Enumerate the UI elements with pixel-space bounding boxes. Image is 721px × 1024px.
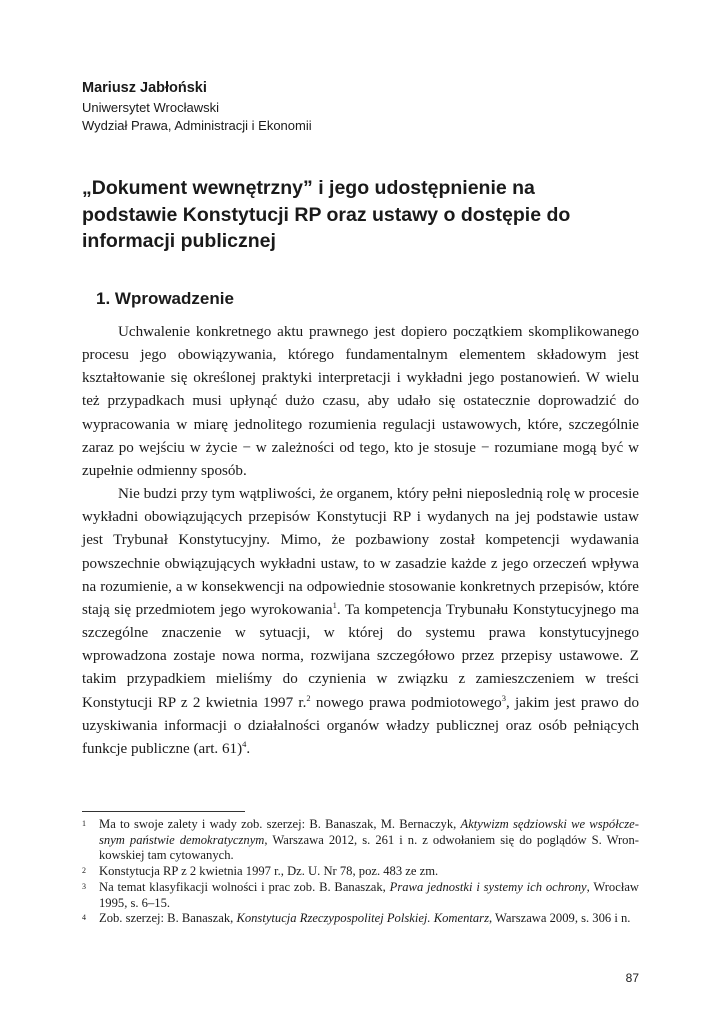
body-paragraph-2-part-2: . Ta kompetencja Trybunału Konstytucyjnego ma szczególne znaczenie w sytuacji, w której do systemu prawa konstytucyjnego wprowadzona zostaje nowa norma, rozwijana szczegółowo przez przepisy ustawowe. Z takim przypadkiem mieliśmy do czynienia w związku z zamieszczeniem w treści Konstytucji RP z 2 kwietnia 1997 r. — [82, 601, 640, 711]
footnote-text-part: Konstytucja RP z 2 kwietnia 1997 r., Dz. U. Nr 78, poz. 483 ze zm. — [99, 864, 439, 879]
footnote-cited-title: Konstytucja Rzeczypospolitej Polskiej. Komentarz — [236, 911, 489, 926]
footnotes — [82, 817, 639, 927]
body-paragraph-2-part-3: nowego prawa podmiotowego — [310, 694, 502, 711]
footnote-1 — [82, 817, 639, 864]
section-heading: 1. Wprowadzenie — [96, 289, 234, 308]
body-paragraph-2-part-4: , jakim jest prawo do uzyskiwania informacji o działalności organów władzy publicznej oraz osób pełniących funkcje publiczne (art. 61) — [82, 694, 639, 757]
footnote-ref-3[interactable]: 3 — [501, 692, 506, 703]
footnote-text-part: , Wrocław 1995, s. 6–15. — [99, 879, 640, 910]
footnote-3 — [82, 880, 639, 911]
footnote-text — [99, 880, 639, 911]
footnote-separator — [82, 811, 245, 812]
body-paragraph-2-part-5: . — [246, 740, 251, 757]
footnote-number: 1 — [82, 819, 86, 828]
footnote-cited-title: Prawa jednostki i systemy ich ochrony — [389, 879, 587, 894]
footnote-text — [99, 864, 639, 880]
footnote-text-part: , Warszawa 2009, s. 306 i n. — [488, 911, 631, 926]
author-affiliation-university: Uniwersytet Wrocławski — [82, 100, 220, 115]
body-paragraph-2 — [82, 483, 639, 761]
footnote-text-part: Zob. szerzej: B. Banaszak, — [99, 911, 237, 926]
body-text — [82, 321, 639, 761]
body-paragraph-1: Uchwalenie konkretnego aktu prawnego jest dopiero początkiem skomplikowanego procesu jego obowiązywania, którego fundamentalnym elementem składowym jest kształtowanie się określonej praktyki interpretacji i wykładni jego postanowień. W wielu też przypadkach musi upłynąć dużo czasu, aby udało się ostatecznie doprowadzić do wypracowania w miarę jednolitego rozumienia regulacji ustawowych, które, szczególnie zaraz po wejściu w życie − w zależności od tego, kto je stosuje − rozumiane mogą być w zupełnie odmienny sposób. — [82, 324, 639, 479]
author-name: Mariusz Jabłoński — [82, 80, 207, 96]
footnote-number: 3 — [82, 881, 86, 891]
page-number: 87 — [625, 971, 639, 985]
footnote-text-part: Na temat klasyfikacji wolności i prac zob. B. Banaszak, — [99, 879, 390, 894]
footnote-text — [99, 911, 639, 927]
footnote-2 — [82, 864, 639, 880]
author-block — [82, 77, 642, 135]
footnote-number: 4 — [82, 913, 86, 923]
footnote-number: 2 — [82, 866, 86, 876]
footnote-text — [99, 817, 639, 864]
footnote-text-part: , Warszawa 2012, s. 261 i n. z odwołaniem się do poglądów S. Wronkowskiej tam cytowanych. — [99, 832, 639, 863]
article-title: „Dokument wewnętrzny” i jego udostępnienie na podstawie Konstytucji RP oraz ustawy o dostępie do informacji publicznej — [82, 177, 571, 252]
body-paragraph-2-part-1: Nie budzi przy tym wątpliwości, że organem, który pełni nieposlednią rolę w procesie wykładni obowiązujących przepisów Konstytucji RP i wydanych na jej podstawie ustaw jest Trybunał Konstytucyjny. Mimo, że pozbawiony został kompetencji wydawania powszechnie obwiązujących wykładni ustaw, to w zasadzie każde z jego orzeczeń wpływa na rozumienie, a w konsekwencji na odpowiednie stosowanie konkretnych przepisów, które stają się przedmiotem jego wyrokowania — [82, 486, 639, 618]
footnote-4 — [82, 911, 639, 927]
footnote-ref-2[interactable]: 2 — [306, 692, 311, 703]
footnote-ref-4[interactable]: 4 — [242, 738, 247, 749]
footnote-ref-1[interactable]: 1 — [332, 599, 337, 610]
footnote-text-part: Ma to swoje zalety i wady zob. szerzej: B. Banaszak, M. Bernaczyk, — [99, 817, 461, 831]
footnote-cited-title: Aktywizm sędziowski we współczesnym państwie demokratycznym — [99, 817, 639, 847]
author-affiliation-faculty: Wydział Prawa, Administracji i Ekonomii — [82, 118, 312, 133]
